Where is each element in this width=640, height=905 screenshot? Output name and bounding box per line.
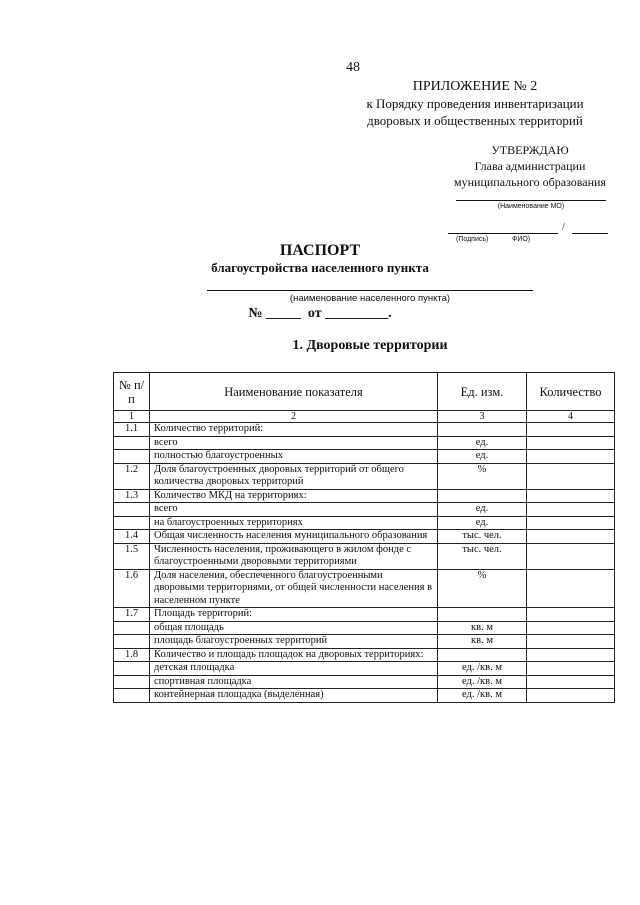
locality-line [207, 290, 533, 291]
row-number: 1.8 [114, 648, 150, 662]
row-number: 1.1 [114, 423, 150, 437]
row-quantity [527, 621, 615, 635]
row-number [114, 689, 150, 703]
row-number: 1.3 [114, 489, 150, 503]
row-unit: кв. м [438, 635, 527, 649]
row-number: 1.7 [114, 608, 150, 622]
passport-number-line: № _____ от _________. [248, 306, 392, 321]
table-row [114, 648, 615, 662]
name-caption: ФИО) [512, 236, 531, 243]
table-row [114, 423, 615, 437]
table-row [114, 608, 615, 622]
row-number [114, 675, 150, 689]
row-unit: кв. м [438, 621, 527, 635]
indicators-table [113, 372, 615, 703]
row-indicator-name: спортивная площадка [150, 675, 438, 689]
row-quantity [527, 436, 615, 450]
row-number: 1.2 [114, 463, 150, 489]
row-unit: тыс. чел. [438, 543, 527, 569]
table-row [114, 450, 615, 464]
row-quantity [527, 608, 615, 622]
row-number [114, 635, 150, 649]
row-unit: ед. [438, 516, 527, 530]
row-unit [438, 489, 527, 503]
row-quantity [527, 675, 615, 689]
row-indicator-name: общая площадь [150, 621, 438, 635]
table-row [114, 530, 615, 544]
row-quantity [527, 689, 615, 703]
approval-line-3: муниципального образования [454, 175, 606, 189]
header-unit: Ед. изм. [438, 373, 527, 411]
row-unit [438, 608, 527, 622]
row-indicator-name: площадь благоустроенных территорий [150, 635, 438, 649]
mo-name-caption: (Наименование МО) [497, 203, 565, 210]
row-number: 1.6 [114, 569, 150, 608]
header-number: № п/п [114, 373, 150, 411]
signature-slash: / [562, 222, 565, 233]
row-unit: ед. /кв. м [438, 662, 527, 676]
table-row [114, 489, 615, 503]
column-number: 4 [527, 411, 615, 423]
row-unit: ед. [438, 436, 527, 450]
row-indicator-name: Доля благоустроенных дворовых территорий от общего количества дворовых территорий [150, 463, 438, 489]
appendix-header [340, 78, 610, 129]
row-unit [438, 648, 527, 662]
row-indicator-name: контейнерная площадка (выделенная) [150, 689, 438, 703]
signature-caption: (Подпись) [456, 236, 489, 243]
row-unit: ед. [438, 450, 527, 464]
row-number [114, 621, 150, 635]
row-quantity [527, 662, 615, 676]
table-row [114, 635, 615, 649]
table-row [114, 569, 615, 608]
table-row [114, 543, 615, 569]
locality-caption: (наименование населенного пункта) [289, 293, 451, 304]
row-indicator-name: всего [150, 436, 438, 450]
row-quantity [527, 543, 615, 569]
row-quantity [527, 530, 615, 544]
row-quantity [527, 503, 615, 517]
column-number: 2 [150, 411, 438, 423]
row-indicator-name: Доля населения, обеспеченного благоустроенными дворовыми территориями, от общей численности населения в населенном пункте [150, 569, 438, 608]
column-number: 1 [114, 411, 150, 423]
passport-title: ПАСПОРТ [279, 242, 361, 259]
page-number: 48 [346, 60, 360, 75]
row-number: 1.4 [114, 530, 150, 544]
row-indicator-name: детская площадка [150, 662, 438, 676]
table-row [114, 689, 615, 703]
row-unit: % [438, 569, 527, 608]
row-quantity [527, 489, 615, 503]
row-quantity [527, 423, 615, 437]
table-row [114, 621, 615, 635]
table-row [114, 675, 615, 689]
column-numbers-row [114, 411, 615, 423]
appendix-line-3: дворовых и общественных территорий [367, 113, 583, 128]
approval-block [440, 142, 620, 190]
table-row [114, 516, 615, 530]
row-indicator-name: на благоустроенных территориях [150, 516, 438, 530]
table-row [114, 503, 615, 517]
column-number: 3 [438, 411, 527, 423]
appendix-title: ПРИЛОЖЕНИЕ № 2 [412, 79, 538, 94]
table-row [114, 463, 615, 489]
row-quantity [527, 450, 615, 464]
header-quantity: Количество [527, 373, 615, 411]
table-row [114, 436, 615, 450]
row-unit: ед. [438, 503, 527, 517]
row-indicator-name: Количество МКД на территориях: [150, 489, 438, 503]
signature-line [448, 233, 558, 234]
row-number [114, 516, 150, 530]
row-number: 1.5 [114, 543, 150, 569]
row-quantity [527, 516, 615, 530]
row-number [114, 662, 150, 676]
header-indicator: Наименование показателя [150, 373, 438, 411]
row-number [114, 503, 150, 517]
row-unit: ед. /кв. м [438, 675, 527, 689]
name-line [572, 233, 608, 234]
table-header-row [114, 373, 615, 411]
row-quantity [527, 463, 615, 489]
row-indicator-name: Общая численность населения муниципального образования [150, 530, 438, 544]
row-unit: тыс. чел. [438, 530, 527, 544]
row-unit: ед. /кв. м [438, 689, 527, 703]
table-row [114, 662, 615, 676]
row-quantity [527, 648, 615, 662]
row-quantity [527, 635, 615, 649]
appendix-line-2: к Порядку проведения инвентаризации [366, 96, 584, 111]
row-number [114, 436, 150, 450]
section-title: 1. Дворовые территории [292, 338, 448, 353]
row-unit [438, 423, 527, 437]
approval-title: УТВЕРЖДАЮ [491, 143, 569, 157]
row-indicator-name: Площадь территорий: [150, 608, 438, 622]
row-indicator-name: полностью благоустроенных [150, 450, 438, 464]
passport-subtitle: благоустройства населенного пункта [211, 260, 429, 275]
row-number [114, 450, 150, 464]
row-indicator-name: Количество и площадь площадок на дворовых территориях: [150, 648, 438, 662]
approval-line-2: Глава администрации [474, 159, 586, 173]
row-indicator-name: всего [150, 503, 438, 517]
row-quantity [527, 569, 615, 608]
row-indicator-name: Численность населения, проживающего в жилом фонде с благоустроенными дворовыми территориями [150, 543, 438, 569]
row-indicator-name: Количество территорий: [150, 423, 438, 437]
row-unit: % [438, 463, 527, 489]
mo-name-line [456, 200, 606, 201]
